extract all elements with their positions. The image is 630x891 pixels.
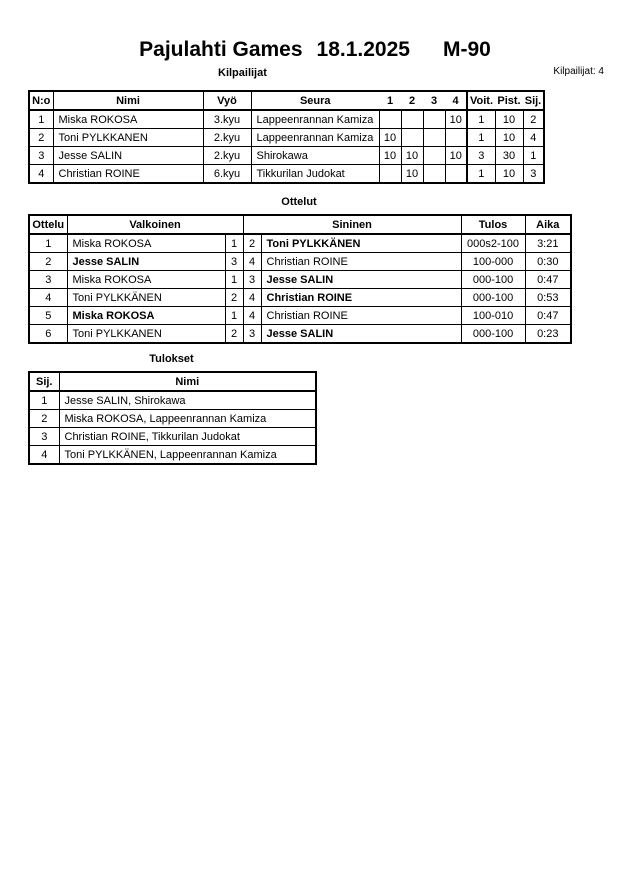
col-header-name: Nimi bbox=[53, 91, 203, 110]
page-title bbox=[0, 38, 630, 62]
match-number-cell: 4 bbox=[29, 289, 67, 307]
points-cell: 10 bbox=[495, 165, 523, 184]
col-header-time: Aika bbox=[525, 215, 571, 234]
round-score-cell bbox=[423, 129, 445, 147]
result-cell: 000-100 bbox=[461, 289, 525, 307]
event-name: Pajulahti Games bbox=[139, 38, 303, 61]
white-name-cell: Toni PYLKKÄNEN bbox=[67, 289, 225, 307]
result-row bbox=[29, 410, 316, 428]
round-score-cell bbox=[423, 110, 445, 129]
result-cell: 000-100 bbox=[461, 325, 525, 344]
match-row bbox=[29, 325, 571, 344]
competitors-section-title: Kilpailijat bbox=[218, 67, 267, 79]
round-score-cell bbox=[445, 165, 467, 184]
round-score-cell bbox=[401, 129, 423, 147]
results-table bbox=[28, 371, 317, 465]
round-score-cell bbox=[401, 110, 423, 129]
competitor-belt-cell: 2.kyu bbox=[203, 129, 251, 147]
col-header-club: Seura bbox=[251, 91, 379, 110]
competitor-club-cell: Shirokawa bbox=[251, 147, 379, 165]
competitors-count: Kilpailijat: 4 bbox=[553, 66, 604, 77]
matches-table bbox=[28, 214, 572, 344]
round-score-cell bbox=[379, 110, 401, 129]
col-header-match: Ottelu bbox=[29, 215, 67, 234]
round-score-cell bbox=[379, 165, 401, 184]
competitors-table bbox=[28, 90, 545, 184]
match-number-cell: 3 bbox=[29, 271, 67, 289]
place-cell: 4 bbox=[523, 129, 544, 147]
time-cell: 0:23 bbox=[525, 325, 571, 344]
result-cell: 000s2-100 bbox=[461, 234, 525, 253]
competitor-belt-cell: 2.kyu bbox=[203, 147, 251, 165]
col-header-place: Sij. bbox=[523, 91, 544, 110]
blue-name-cell: Jesse SALIN bbox=[261, 325, 461, 344]
competitor-row bbox=[29, 147, 544, 165]
points-cell: 10 bbox=[495, 129, 523, 147]
competitor-row bbox=[29, 165, 544, 184]
match-number-cell: 2 bbox=[29, 253, 67, 271]
round-score-cell: 10 bbox=[401, 165, 423, 184]
event-date: 18.1.2025 bbox=[316, 38, 410, 61]
blue-name-cell: Toni PYLKKÄNEN bbox=[261, 234, 461, 253]
round-score-cell: 10 bbox=[445, 147, 467, 165]
placed-name-cell: Toni PYLKKÄNEN, Lappeenrannan Kamiza bbox=[59, 446, 316, 465]
blue-name-cell: Christian ROINE bbox=[261, 307, 461, 325]
competitor-number-cell: 1 bbox=[29, 110, 53, 129]
white-number-cell: 2 bbox=[225, 289, 243, 307]
white-number-cell: 1 bbox=[225, 234, 243, 253]
result-cell: 100-010 bbox=[461, 307, 525, 325]
time-cell: 0:53 bbox=[525, 289, 571, 307]
time-cell: 0:47 bbox=[525, 307, 571, 325]
round-score-cell: 10 bbox=[445, 110, 467, 129]
competitor-row bbox=[29, 110, 544, 129]
competitor-name-cell: Miska ROKOSA bbox=[53, 110, 203, 129]
round-score-cell bbox=[423, 147, 445, 165]
white-number-cell: 3 bbox=[225, 253, 243, 271]
place-cell: 4 bbox=[29, 446, 59, 465]
blue-name-cell: Christian ROINE bbox=[261, 253, 461, 271]
blue-number-cell: 3 bbox=[243, 325, 261, 344]
wins-cell: 3 bbox=[467, 147, 495, 165]
col-header-name: Nimi bbox=[59, 372, 316, 391]
white-name-cell: Jesse SALIN bbox=[67, 253, 225, 271]
blue-number-cell: 4 bbox=[243, 253, 261, 271]
result-cell: 100-000 bbox=[461, 253, 525, 271]
blue-number-cell: 3 bbox=[243, 271, 261, 289]
place-cell: 3 bbox=[29, 428, 59, 446]
col-header-no: N:o bbox=[29, 91, 53, 110]
competitors-header-row bbox=[29, 91, 544, 110]
placed-name-cell: Miska ROKOSA, Lappeenrannan Kamiza bbox=[59, 410, 316, 428]
col-header-points: Pist. bbox=[495, 91, 523, 110]
competitor-number-cell: 3 bbox=[29, 147, 53, 165]
weight-category: M-90 bbox=[442, 38, 491, 61]
col-header-r1: 1 bbox=[379, 91, 401, 110]
col-header-blue: Sininen bbox=[243, 215, 461, 234]
round-score-cell bbox=[423, 165, 445, 184]
place-cell: 2 bbox=[523, 110, 544, 129]
blue-number-cell: 4 bbox=[243, 289, 261, 307]
result-cell: 000-100 bbox=[461, 271, 525, 289]
blue-number-cell: 2 bbox=[243, 234, 261, 253]
place-cell: 1 bbox=[29, 391, 59, 410]
competitor-club-cell: Tikkurilan Judokat bbox=[251, 165, 379, 184]
matches-section-title: Ottelut bbox=[281, 196, 317, 208]
competitor-row bbox=[29, 129, 544, 147]
white-number-cell: 2 bbox=[225, 325, 243, 344]
white-name-cell: Toni PYLKKANEN bbox=[67, 325, 225, 344]
col-header-belt: Vyö bbox=[203, 91, 251, 110]
col-header-white: Valkoinen bbox=[67, 215, 243, 234]
points-cell: 10 bbox=[495, 110, 523, 129]
col-header-r3: 3 bbox=[423, 91, 445, 110]
wins-cell: 1 bbox=[467, 129, 495, 147]
time-cell: 0:47 bbox=[525, 271, 571, 289]
col-header-result: Tulos bbox=[461, 215, 525, 234]
match-number-cell: 1 bbox=[29, 234, 67, 253]
blue-name-cell: Jesse SALIN bbox=[261, 271, 461, 289]
match-number-cell: 5 bbox=[29, 307, 67, 325]
result-row bbox=[29, 446, 316, 465]
match-row bbox=[29, 234, 571, 253]
white-name-cell: Miska ROKOSA bbox=[67, 271, 225, 289]
place-cell: 2 bbox=[29, 410, 59, 428]
time-cell: 0:30 bbox=[525, 253, 571, 271]
competitor-belt-cell: 3.kyu bbox=[203, 110, 251, 129]
round-score-cell: 10 bbox=[379, 129, 401, 147]
placed-name-cell: Christian ROINE, Tikkurilan Judokat bbox=[59, 428, 316, 446]
white-number-cell: 1 bbox=[225, 307, 243, 325]
wins-cell: 1 bbox=[467, 165, 495, 184]
competitor-club-cell: Lappeenrannan Kamiza bbox=[251, 110, 379, 129]
competitor-number-cell: 4 bbox=[29, 165, 53, 184]
round-score-cell bbox=[445, 129, 467, 147]
wins-cell: 1 bbox=[467, 110, 495, 129]
competitor-name-cell: Jesse SALIN bbox=[53, 147, 203, 165]
round-score-cell: 10 bbox=[379, 147, 401, 165]
white-number-cell: 1 bbox=[225, 271, 243, 289]
placed-name-cell: Jesse SALIN, Shirokawa bbox=[59, 391, 316, 410]
match-number-cell: 6 bbox=[29, 325, 67, 344]
result-row bbox=[29, 428, 316, 446]
match-row bbox=[29, 271, 571, 289]
results-section-title: Tulokset bbox=[149, 353, 194, 365]
white-name-cell: Miska ROKOSA bbox=[67, 234, 225, 253]
competitor-number-cell: 2 bbox=[29, 129, 53, 147]
blue-number-cell: 4 bbox=[243, 307, 261, 325]
competitor-club-cell: Lappeenrannan Kamiza bbox=[251, 129, 379, 147]
col-header-r2: 2 bbox=[401, 91, 423, 110]
time-cell: 3:21 bbox=[525, 234, 571, 253]
place-cell: 1 bbox=[523, 147, 544, 165]
place-cell: 3 bbox=[523, 165, 544, 184]
points-cell: 30 bbox=[495, 147, 523, 165]
white-name-cell: Miska ROKOSA bbox=[67, 307, 225, 325]
competitor-name-cell: Christian ROINE bbox=[53, 165, 203, 184]
competitor-name-cell: Toni PYLKKANEN bbox=[53, 129, 203, 147]
matches-header-row bbox=[29, 215, 571, 234]
match-row bbox=[29, 307, 571, 325]
col-header-place: Sij. bbox=[29, 372, 59, 391]
round-score-cell: 10 bbox=[401, 147, 423, 165]
results-header-row bbox=[29, 372, 316, 391]
match-row bbox=[29, 253, 571, 271]
result-row bbox=[29, 391, 316, 410]
blue-name-cell: Christian ROINE bbox=[261, 289, 461, 307]
col-header-r4: 4 bbox=[445, 91, 467, 110]
competitor-belt-cell: 6.kyu bbox=[203, 165, 251, 184]
match-row bbox=[29, 289, 571, 307]
col-header-wins: Voit. bbox=[467, 91, 495, 110]
